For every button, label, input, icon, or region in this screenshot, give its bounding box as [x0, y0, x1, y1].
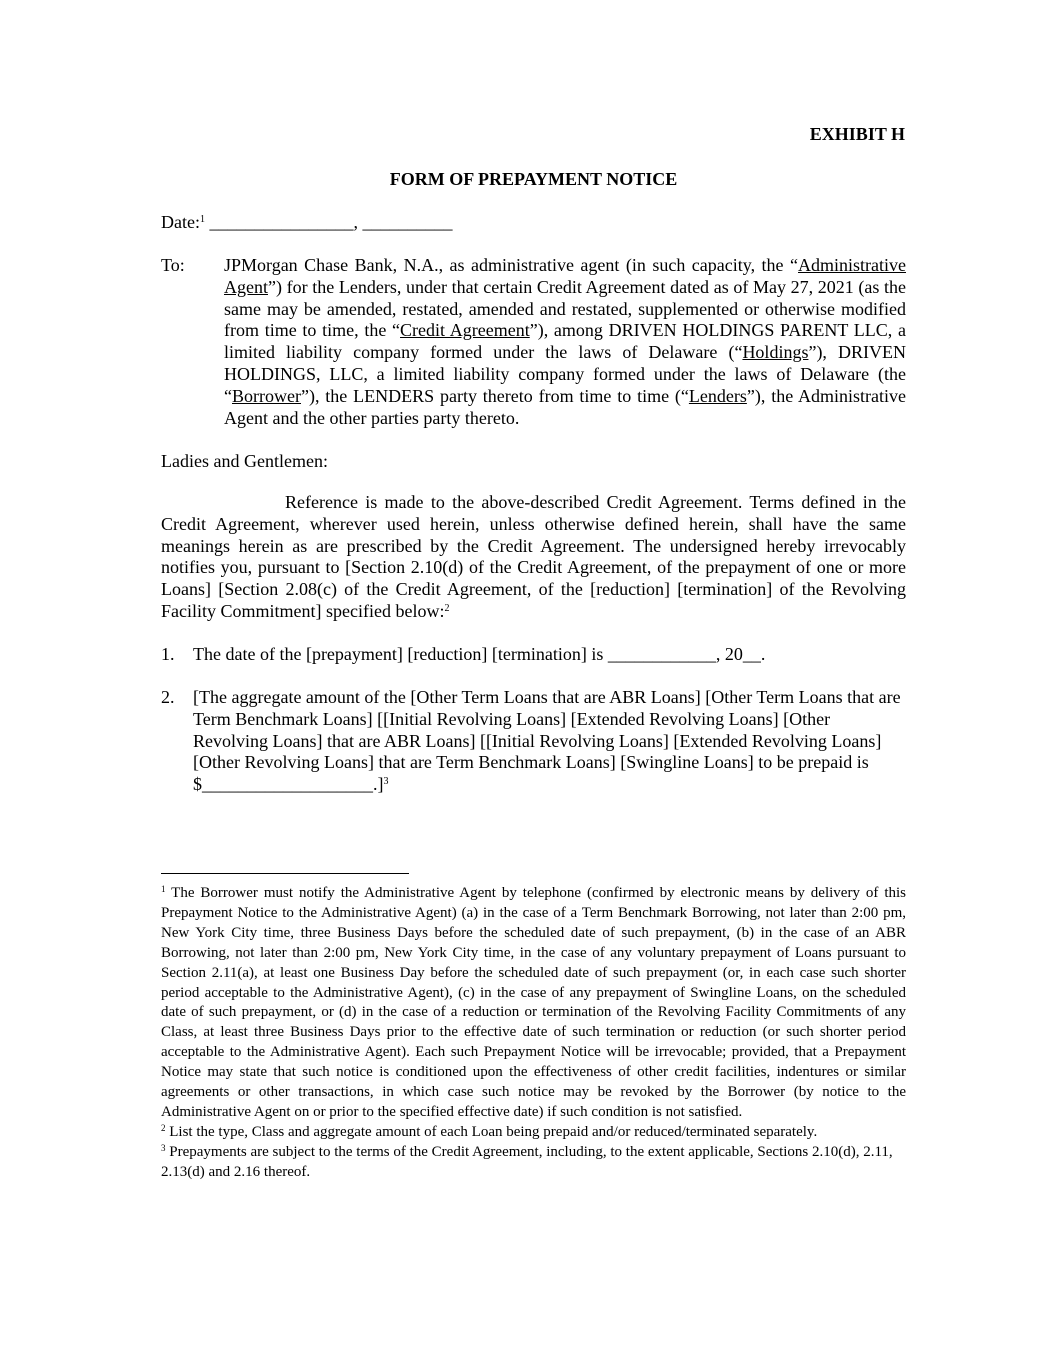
addressee-text: ”), the LENDERS party thereto from time to time (“ [300, 385, 689, 406]
list-item-number: 2. [161, 687, 175, 707]
list-item-text [193, 687, 906, 796]
body-text: Reference is made to the above-described Credit Agreement. Terms defined in the Credit Agreement, wherever used herein, unless otherwise defined herein, shall have the same meanings herein as are prescribed by the Credit Agreement. The undersigned hereby irrevocably notifies you, pursuant to [Section 2.10(d) of the Credit Agreement, of the prepayment of one or more Loans] [Section 2.08(c) of the Credit Agreement, of the [reduction] [termination] of the Revolving Facility Commitment] specified below: [161, 492, 906, 621]
footnote-ref-3: 3 [383, 776, 389, 788]
addressee-text: ”), the Administrative Agent and the other parties party thereto. [224, 385, 907, 428]
list-item-text: The date of the [prepayment] [reduction] [termination] is ____________, 20__. [193, 644, 766, 664]
footnote-3 [161, 1143, 906, 1183]
footnote-mark: 1 [161, 884, 166, 894]
addressee-text: ”) for the Lenders, under that certain Credit Agreement dated as of May 27, 2021 (as the same may be amended, restated, amended and restated, supplemented or otherwise modified from time to time, the “ [224, 276, 906, 341]
footnote-2 [161, 1123, 906, 1143]
footnote-text: Prepayments are subject to the terms of the Credit Agreement, including, to the extent applicable, Sections 2.10(d), 2.11, 2.13(d) and 2.16 thereof. [161, 1143, 893, 1180]
footnote-1 [161, 884, 906, 1123]
addressee-paragraph [224, 255, 906, 429]
footnote-ref-2: 2 [444, 602, 450, 614]
addressee-text: ”), among DRIVEN HOLDINGS PARENT LLC, a limited liability company formed under the laws of Delaware (“ [224, 320, 906, 363]
date-label: Date: [161, 212, 200, 232]
footnote-separator [161, 873, 409, 874]
list-item-body: [The aggregate amount of the [Other Term Loans that are ABR Loans] [Other Term Loans that are Term Benchmark Loans] [[Initial Revolving Loans] [Extended Revolving Loans] [Other Revolving Loans] that are ABR Loans] [[Initial Revolving Loans] [Extended Revolving Loans] [Other Revolving Loans] that are Term Benchmark Loans] [Swingline Loans] to be prepaid is $___________________.] [193, 687, 901, 795]
addressee-text: JPMorgan Chase Bank, N.A., as administrative agent (in such capacity, the “ [224, 255, 799, 275]
body-paragraph [161, 492, 906, 623]
exhibit-label: EXHIBIT H [809, 124, 905, 144]
defined-term-holdings: Holdings [742, 342, 809, 363]
document-title: FORM OF PREPAYMENT NOTICE [389, 169, 678, 189]
defined-term-credit-agreement: Credit Agreement [400, 320, 530, 341]
list-item-number: 1. [161, 644, 175, 664]
footnote-mark: 3 [161, 1142, 166, 1153]
footnotes [161, 884, 906, 1183]
defined-term-administrative-agent: Administrative Agent [224, 255, 906, 297]
footnote-mark: 2 [161, 1122, 166, 1133]
defined-term-lenders: Lenders [688, 385, 747, 406]
footnote-text: The Borrower must notify the Administrative Agent by telephone (confirmed by electronic means by delivery of this Prepayment Notice to the Administrative Agent) (a) in the case of a Term Benchmark Borrowing, not later than 2:00 pm, New York City time, three Business Days before the scheduled date of such prepayment, (b) in the case of an ABR Borrowing, not later than 2:00 pm, New York City time, in the case of any voluntary prepayment of Loans pursuant to Section 2.11(a), at least one Business Day before the scheduled date of such prepayment (or, in each case such shorter period acceptable to the Administrative Agent), (c) in the case of any prepayment of Swingline Loans, on the scheduled date of such prepayment, or (d) in the case of a reduction or termination of the Revolving Facility Commitments of any Class, at least three Business Days prior to the effective date of such termination or reduction (or such shorter period acceptable to the Administrative Agent). Each such Prepayment Notice will be irrevocable; provided, that a Prepayment Notice may state that such notice is conditioned upon the effectiveness of other credit facilities, indentures or similar agreements or other transactions, in which case such notice may be revoked by the Borrower (by notice to the Administrative Agent on or prior to the specified effective date) if such condition is not satisfied. [161, 885, 906, 1120]
date-blank: ________________, __________ [204, 212, 453, 232]
salutation: Ladies and Gentlemen: [161, 451, 328, 471]
addressee-label: To: [161, 255, 185, 275]
addressee-text: ”), DRIVEN HOLDINGS, LLC, a limited liability company formed under the laws of Delaware (the “ [224, 342, 906, 406]
defined-term-borrower: Borrower [232, 385, 301, 406]
footnote-ref-1: 1 [199, 214, 205, 225]
footnote-text: List the type, Class and aggregate amount of each Loan being prepaid and/or reduced/terminated separately. [165, 1123, 818, 1140]
date-line [161, 212, 452, 233]
